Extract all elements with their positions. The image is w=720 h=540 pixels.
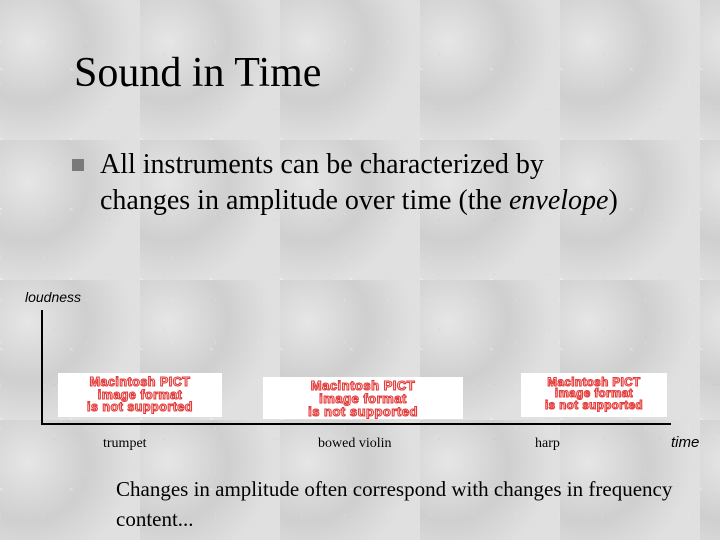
placeholder-line: is not supported [544, 399, 644, 412]
x-axis-label: time [671, 434, 700, 451]
y-axis-line [41, 310, 43, 424]
footer-note: Changes in amplitude often correspond with changes in frequency content... [116, 477, 673, 531]
instrument-label-harp: harp [535, 436, 560, 451]
slide-title: Sound in Time [74, 50, 322, 96]
placeholder-line: Macintosh PICT [89, 375, 191, 390]
y-axis-label: loudness [25, 289, 82, 305]
image-placeholder-trumpet [58, 373, 222, 417]
x-axis-line [41, 423, 671, 425]
instrument-label-violin: bowed violin [318, 436, 392, 451]
bullet-text [100, 147, 632, 219]
bullet-text-emphasis: envelope [508, 185, 609, 216]
placeholder-line: image format [554, 388, 634, 401]
bullet-text-end: ) [608, 185, 618, 216]
bullet-item [72, 147, 632, 219]
placeholder-line: Macintosh PICT [547, 376, 641, 389]
placeholder-line: image format [319, 390, 407, 406]
bullet-text-main: All instruments can be characterized by changes in amplitude over time (the [100, 149, 544, 216]
image-placeholder-violin [263, 377, 463, 419]
placeholder-line: Macintosh PICT [310, 377, 416, 393]
square-bullet-icon [72, 159, 84, 171]
placeholder-line: image format [97, 387, 183, 402]
image-placeholder-harp [521, 373, 667, 417]
placeholder-line: is not supported [87, 400, 193, 415]
placeholder-line: is not supported [308, 403, 418, 419]
instrument-label-trumpet: trumpet [103, 436, 147, 451]
